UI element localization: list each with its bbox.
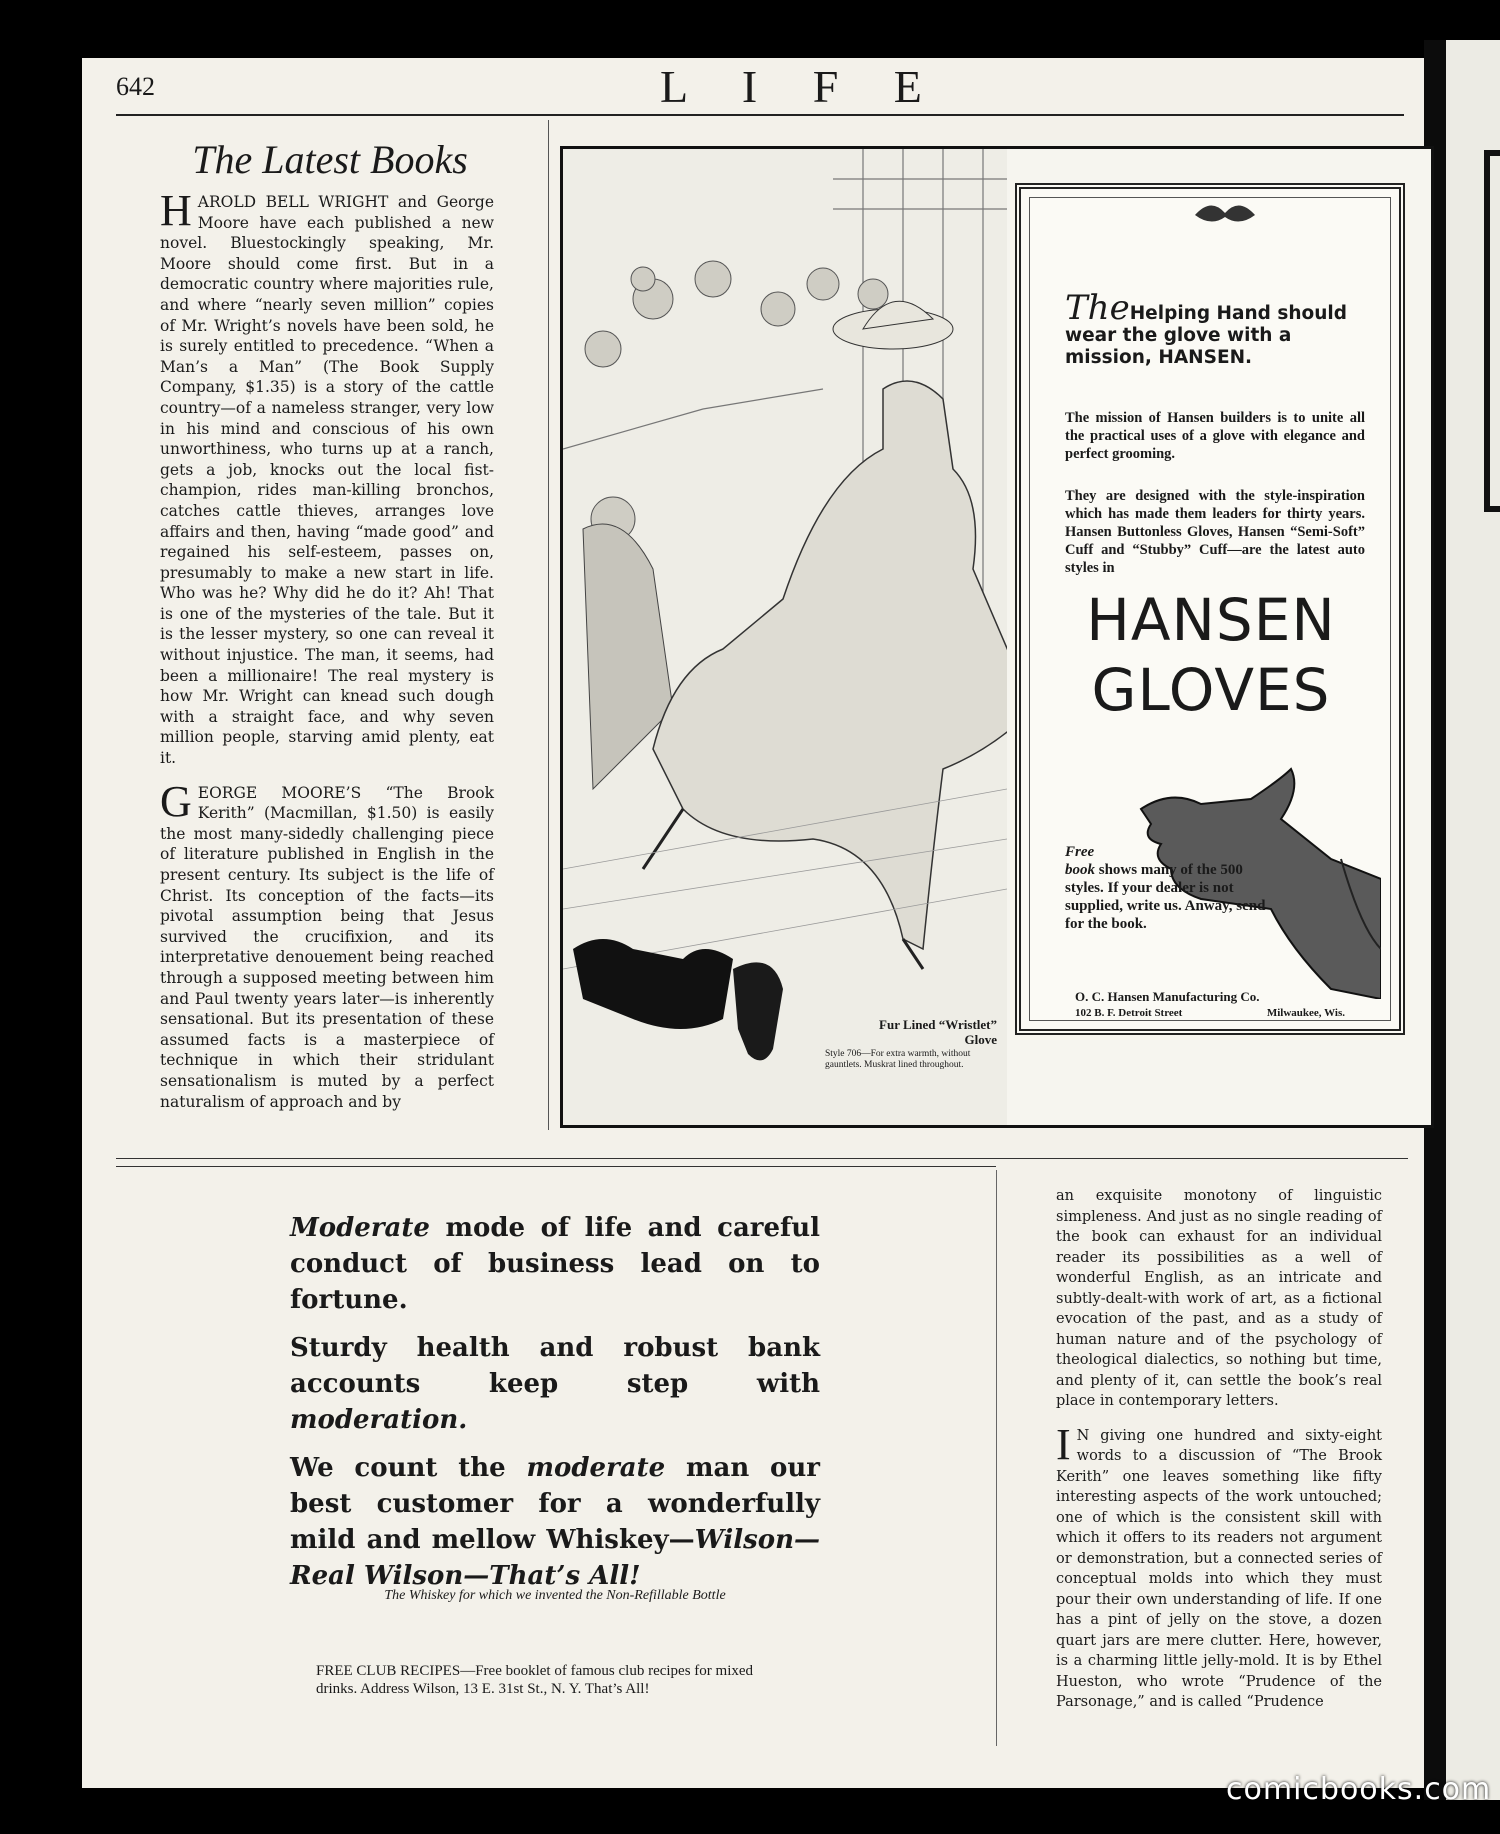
section-rule	[116, 1166, 996, 1167]
books-paragraph-1: HAROLD BELL WRIGHT and George Moore have each published a new novel. Bluestockingly speaking, Mr. Moore should come first. But in a democratic country where majorities rule, and where “nearly seven million” copies of Mr. Wright’s novels have been sold, he is surely entitled to precedence. “When a Man’s a Man” (The Book Supply Company, $1.35) is a story of the cattle country—of a nameless stranger, very low in his mind and conscious of his own unworthiness, who turns up at a ranch, gets a job, knocks out the local fist-champion, rides man-killing bronchos, catches cattle thieves, arranges love affairs and then, having “made good” and regained his self-esteem, passes on, presumably to make a new start in life. Who was he? Why did he do it? Ah! That is one of the mysteries of the tale. But it is the lesser mystery, so one can reveal it without injustice. The man, it seems, had been a millionaire! The real mystery is how Mr. Wright can knead such dough with a straight face, and why seven million people, starving amid plenty, eat it.	[160, 186, 494, 768]
masthead: L I F E	[660, 61, 944, 112]
books-title: The Latest Books	[192, 137, 468, 182]
page-number: 642	[116, 72, 155, 101]
ad-headline: TheHelping Hand should wear the glove with a mission, HANSEN.	[1065, 288, 1347, 368]
wilson-line-1: Moderate mode of life and careful conduct of business lead on to fortune.	[290, 1213, 820, 1315]
company-address: 102 B. F. Detroit Street Milwaukee, Wis.	[1075, 1007, 1345, 1019]
adjacent-page-edge	[1446, 40, 1500, 1800]
wilson-bottle-note: The Whiskey for which we invented the Non-Refillable Bottle	[384, 1588, 726, 1603]
free-book-offer: Free book shows many of the 500 styles. If your dealer is not supplied, write us. Anway, send for the book.	[1065, 844, 1266, 932]
ad-text-panel	[1015, 183, 1405, 1035]
wilson-free-recipes: FREE CLUB RECIPES—Free booklet of famous club recipes for mixed drinks. Address Wilson, 13 E. 31st St., N. Y. That’s All!	[316, 1663, 754, 1697]
column-divider-lower	[996, 1170, 997, 1746]
books-paragraph-2: GEORGE MOORE’S “The Brook Kerith” (Macmillan, $1.50) is easily the most many-sidedly challenging piece of literature published in English in the present century. Its subject is the life of Christ. Its conception of the facts—its pivotal assumption being that Jesus survived the crucifixion, and its interpretative denouement being reached through a supposed meeting between him and Paul twenty years later—is inherently sensational. But its presentation of these assumed facts is a masterpiece of technique in which their stridulant sensationalism is muted by a perfect naturalism of approach and by	[160, 776, 494, 1111]
hansen-gloves-ad	[560, 146, 1434, 1128]
glove-caption-body: Style 706—For extra warmth, without gauntlets. Muskrat lined throughout.	[825, 1049, 971, 1070]
books-column-left	[160, 186, 494, 1126]
books-paragraph-4: I N giving one hundred and sixty-eight words to a discussion of “The Brook Kerith” one leaves something like fifty interesting aspects of the work untouched; one of which is the consistent skill with which it offers to its readers not argument or demonstration, but a connected series of conceptual molds into which they must pour their own understanding of life. If one has a pint of jelly on the stove, a dozen quart jars are mere clutter. Here, however, is a charming little jelly-mold. It is by Ethel Hueston, who wrote “Prudence of the Parsonage,” and is called “Prudence	[1056, 1419, 1382, 1710]
header-rule	[116, 114, 1404, 116]
drop-cap: G	[160, 776, 192, 826]
wilson-whiskey-ad	[290, 1210, 820, 1606]
brand-gloves: GLOVES	[1091, 656, 1331, 724]
drop-cap: H	[160, 186, 192, 235]
section-rule	[116, 1158, 1408, 1159]
ad-paragraph-2: They are designed with the style-inspiration which has made them leaders for thirty years. Hansen Buttonless Gloves, Hansen “Semi-Soft” Cuff and “Stubby” Cuff—are the latest auto styles in	[1065, 488, 1365, 576]
drop-cap: I	[1056, 1419, 1071, 1469]
ornament-icon	[1191, 195, 1259, 229]
books-paragraph-3: an exquisite monotony of linguistic simpleness. And just as no single reading of the book can exhaust for an individual reader its possibilities as a well of wonderful English, as an intricate and subtly-dealt-with work of art, as a fictional evocation of the past, and as a study of human nature and of the psychology of theological dialectics, so nothing but time, and plenty of it, can settle the book’s real place in contemporary letters.	[1056, 1188, 1382, 1409]
adjacent-frame	[1484, 150, 1500, 512]
column-divider	[548, 120, 549, 1130]
books-column-right	[1056, 1186, 1382, 1727]
watermark: comicbooks.com	[1226, 1772, 1492, 1807]
ad-paragraph-1: The mission of Hansen builders is to unite all the practical uses of a glove with elegance and perfect grooming.	[1065, 410, 1365, 462]
wilson-line-2: Sturdy health and robust bank accounts keep step with moderation.	[290, 1333, 820, 1435]
brand-hansen: HANSEN	[1086, 586, 1336, 654]
illustration-woman-crowd	[563, 149, 1007, 1125]
wilson-line-3: We count the moderate man our best customer for a wonderfully mild and mellow Whiskey—Wilson—Real Wilson—That’s All!	[290, 1453, 820, 1591]
company-name: O. C. Hansen Manufacturing Co.	[1075, 989, 1260, 1004]
glove-caption-title: Fur Lined “Wristlet” Glove	[879, 1017, 997, 1047]
